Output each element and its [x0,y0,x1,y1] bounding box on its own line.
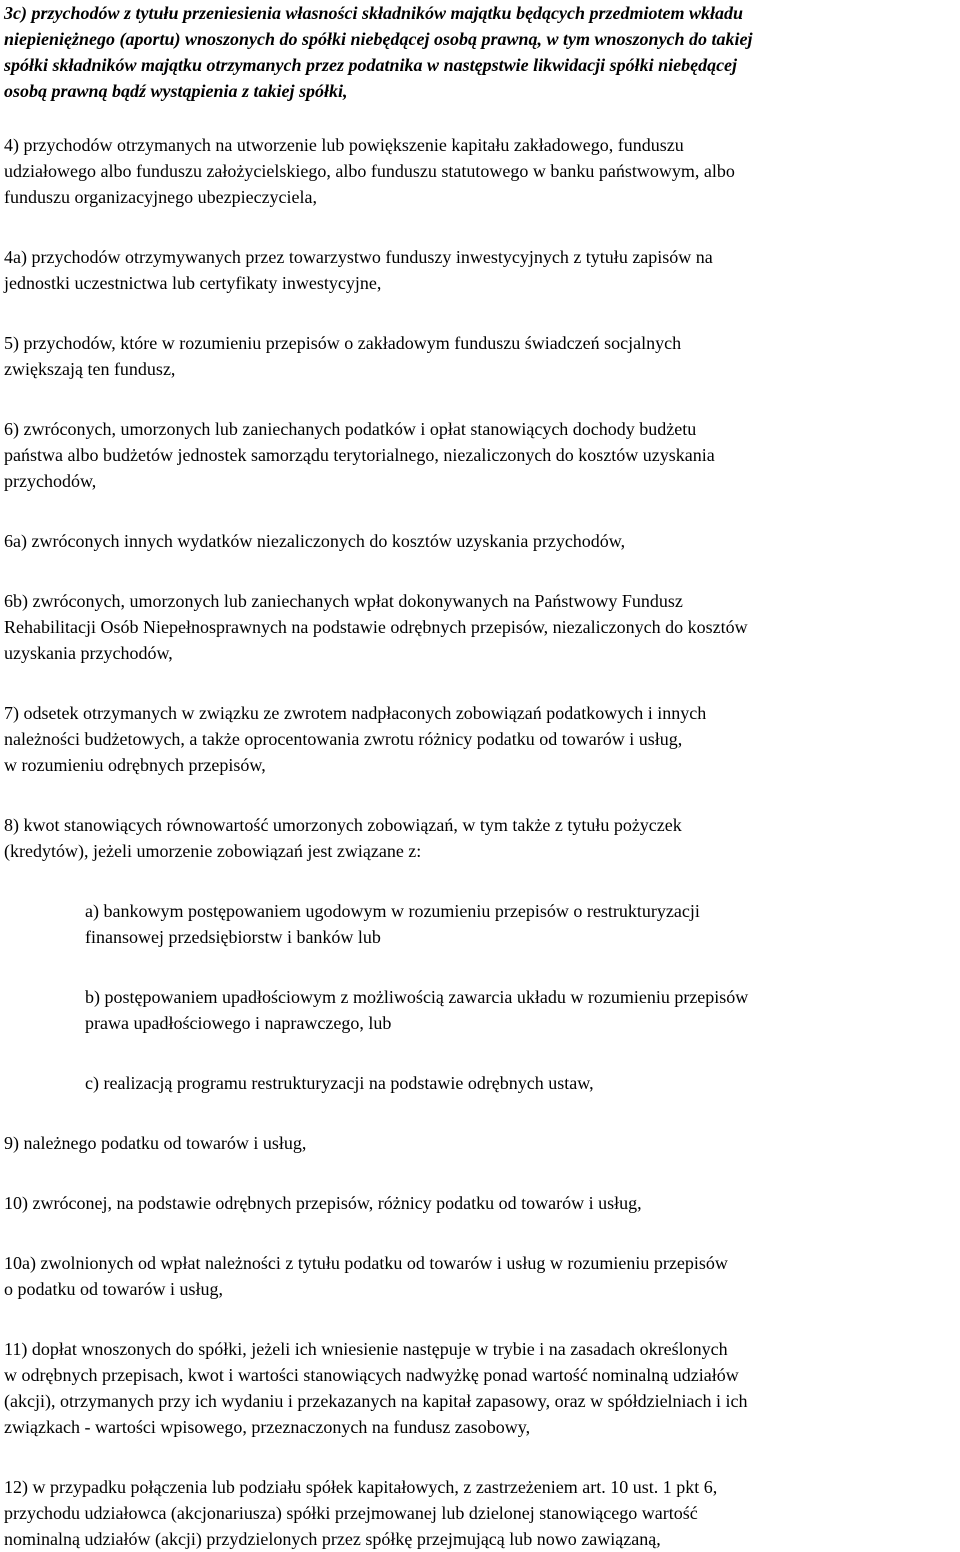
text-line: 7) odsetek otrzymanych w związku ze zwrotem nadpłaconych zobowiązań podatkowych i innych [4,703,707,723]
paragraph [4,244,956,296]
text-line: prawa upadłościowego i naprawczego, lub [85,1013,392,1033]
text-line: (kredytów), jeżeli umorzenie zobowiązań jest związane z: [4,841,422,861]
sub-paragraph [85,984,956,1036]
text-line: niepieniężnego (aportu) wnoszonych do spółki niebędącej osobą prawną, w tym wnoszonych do takiej [4,29,753,49]
text-line: 11) dopłat wnoszonych do spółki, jeżeli ich wniesienie następuje w trybie i na zasadach określonych [4,1339,728,1359]
text-line: udziałowego albo funduszu założycielskiego, albo funduszu statutowego w banku państwowym, albo [4,161,735,181]
text-line: a) bankowym postępowaniem ugodowym w rozumieniu przepisów o restrukturyzacji [85,901,700,921]
text-line: 10) zwróconej, na podstawie odrębnych przepisów, różnicy podatku od towarów i usług, [4,1193,642,1213]
text-line: jednostki uczestnictwa lub certyfikaty inwestycyjne, [4,273,382,293]
text-line: 5) przychodów, które w rozumieniu przepisów o zakładowym funduszu świadczeń socjalnych [4,333,682,353]
text-line: Rehabilitacji Osób Niepełnosprawnych na podstawie odrębnych przepisów, niezaliczonych do kosztów [4,617,748,637]
paragraph [4,330,956,382]
paragraph [4,1336,956,1440]
sub-paragraph [85,1070,956,1096]
text-line: państwa albo budżetów jednostek samorządu terytorialnego, niezaliczonych do kosztów uzyskania [4,445,715,465]
text-line: 4) przychodów otrzymanych na utworzenie lub powiększenie kapitału zakładowego, funduszu [4,135,684,155]
paragraph [4,588,956,666]
paragraph [4,132,956,210]
paragraph [4,812,956,864]
paragraph [4,1130,956,1156]
text-line: 6) zwróconych, umorzonych lub zaniechanych podatków i opłat stanowiących dochody budżetu [4,419,697,439]
text-line: związkach - wartości wpisowego, przeznaczonych na fundusz zasobowy, [4,1417,531,1437]
paragraph [4,1250,956,1302]
text-line: 4a) przychodów otrzymywanych przez towarzystwo funduszy inwestycyjnych z tytułu zapisów na [4,247,713,267]
paragraph [4,1190,956,1216]
text-line: uzyskania przychodów, [4,643,173,663]
paragraph [4,0,956,104]
text-line: b) postępowaniem upadłościowym z możliwością zawarcia układu w rozumieniu przepisów [85,987,749,1007]
paragraph [4,416,956,494]
text-line: c) realizacją programu restrukturyzacji na podstawie odrębnych ustaw, [85,1073,594,1093]
text-line: 9) należnego podatku od towarów i usług, [4,1133,307,1153]
text-line: osobą prawną bądź wystąpienia z takiej spółki, [4,81,348,101]
text-line: 8) kwot stanowiących równowartość umorzonych zobowiązań, w tym także z tytułu pożyczek [4,815,682,835]
text-line: funduszu organizacyjnego ubezpieczyciela, [4,187,318,207]
text-line: przychodów, [4,471,97,491]
text-line: o podatku od towarów i usług, [4,1279,223,1299]
text-line: należności budżetowych, a także oprocentowania zwrotu różnicy podatku od towarów i usług, [4,729,683,749]
text-line: 3c) przychodów z tytułu przeniesienia własności składników majątku będących przedmiotem wkładu [4,3,744,23]
text-line: 10a) zwolnionych od wpłat należności z tytułu podatku od towarów i usług w rozumieniu przepisów [4,1253,728,1273]
text-line: 6a) zwróconych innych wydatków niezaliczonych do kosztów uzyskania przychodów, [4,531,626,551]
text-line: zwiększają ten fundusz, [4,359,176,379]
text-line: 12) w przypadku połączenia lub podziału spółek kapitałowych, z zastrzeżeniem art. 10 ust. 1 pkt 6, [4,1477,718,1497]
text-line: (akcji), otrzymanych przy ich wydaniu i przekazanych na kapitał zapasowy, oraz w spółdzielniach i ich [4,1391,748,1411]
text-line: w rozumieniu odrębnych przepisów, [4,755,266,775]
text-line: 6b) zwróconych, umorzonych lub zaniechanych wpłat dokonywanych na Państwowy Fundusz [4,591,683,611]
text-line: w odrębnych przepisach, kwot i wartości stanowiących nadwyżkę ponad wartość nominalną udziałów [4,1365,739,1385]
text-line: nominalną udziałów (akcji) przydzielonych przez spółkę przejmującą lub nowo zawiązaną, [4,1529,661,1549]
paragraph [4,1474,956,1552]
sub-paragraph [85,898,956,950]
paragraph [4,528,956,554]
paragraph [4,700,956,778]
text-line: spółki składników majątku otrzymanych przez podatnika w następstwie likwidacji spółki niebędącej [4,55,738,75]
text-line: finansowej przedsiębiorstw i banków lub [85,927,381,947]
text-line: przychodu udziałowca (akcjonariusza) spółki przejmowanej lub dzielonej stanowiącego wartość [4,1503,698,1523]
